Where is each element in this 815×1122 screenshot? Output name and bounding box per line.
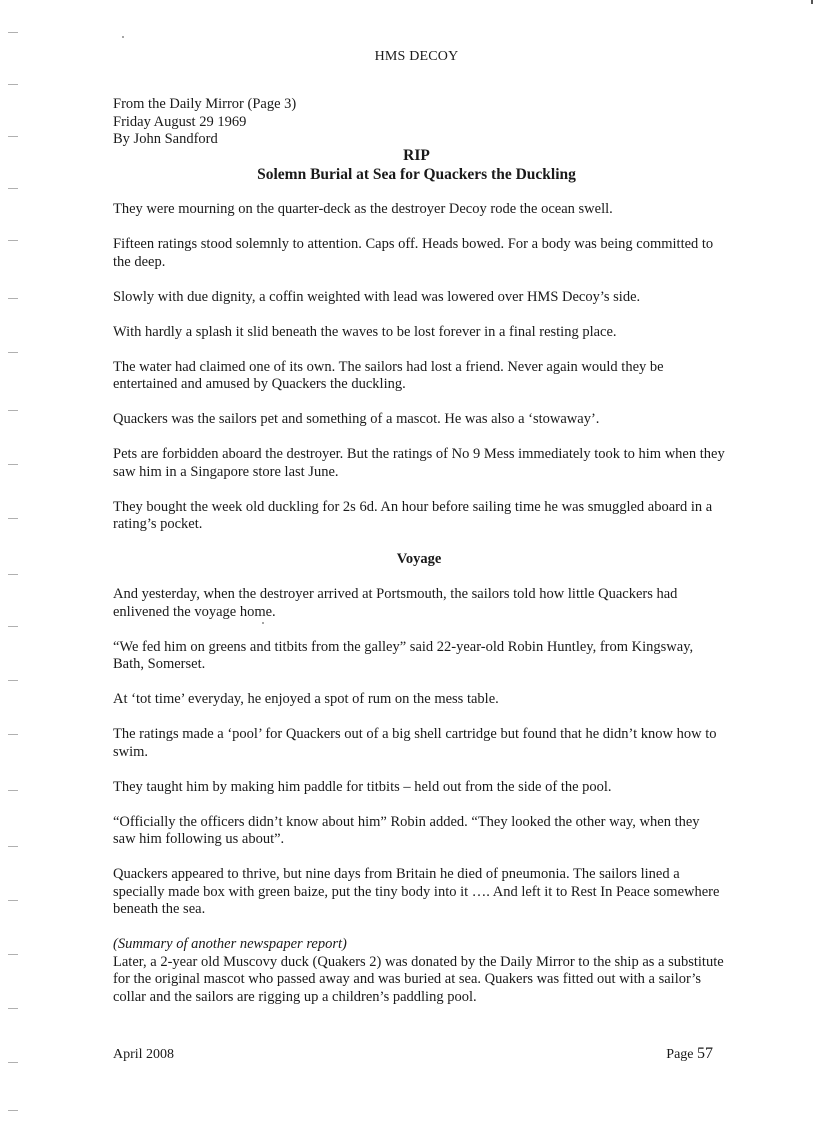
article-source	[113, 96, 296, 149]
section-heading: Voyage	[396, 551, 442, 567]
page-header: HMS DECOY	[374, 49, 459, 64]
paragraph: Fifteen ratings stood solemnly to attention. Caps off. Heads bowed. For a body was being committed to the deep.	[113, 236, 714, 270]
scan-corner-mark	[811, 0, 813, 4]
paragraph: The ratings made a ‘pool’ for Quackers out of a big shell cartridge but found that he didn’t know how to swim.	[113, 726, 717, 760]
paragraph: With hardly a splash it slid beneath the waves to be lost forever in a final resting place.	[113, 323, 617, 340]
page-label: Page	[666, 1047, 694, 1062]
footer-date: April 2008	[113, 1047, 175, 1062]
paragraph: “We fed him on greens and titbits from the galley” said 22-year-old Robin Huntley, from Kingsway, Bath, Somerset.	[113, 638, 694, 672]
paragraph: “Officially the officers didn’t know about him” Robin added. “They looked the other way, when they saw him following us about”.	[113, 813, 700, 847]
paragraph: They bought the week old duckling for 2s 6d. An hour before sailing time he was smuggled aboard in a rating’s pocket.	[113, 498, 713, 532]
article-title: RIP	[403, 147, 430, 164]
paragraph: They taught him by making him paddle for titbits – held out from the side of the pool.	[113, 778, 612, 795]
summary-paragraph: Later, a 2-year old Muscovy duck (Quakers 2) was donated by the Daily Mirror to the ship as a substitute for the original mascot who passed away and was buried at sea. Quakers was fitted out with a sailor’s collar and the sailors are rigging up a children’s paddling pool.	[113, 953, 724, 1005]
source-author: By John Sandford	[113, 131, 218, 147]
paragraph: They were mourning on the quarter-deck as the destroyer Decoy rode the ocean swell.	[113, 201, 613, 217]
article-subtitle: Solemn Burial at Sea for Quackers the Duckling	[257, 165, 576, 183]
source-date: Friday August 29 1969	[113, 113, 247, 130]
page-number: 57	[697, 1045, 713, 1062]
paragraph: Pets are forbidden aboard the destroyer. But the ratings of No 9 Mess immediately took to him when they saw him in a Singapore store last June.	[113, 446, 725, 480]
scan-speck	[122, 36, 124, 38]
paragraph: And yesterday, when the destroyer arrived at Portsmouth, the sailors told how little Quackers had enlivened the voyage home.	[113, 586, 678, 620]
source-publication: From the Daily Mirror (Page 3)	[113, 96, 297, 112]
paragraph: Quackers was the sailors pet and something of a mascot. He was also a ‘stowaway’.	[113, 411, 600, 427]
paragraph: The water had claimed one of its own. The sailors had lost a friend. Never again would they be entertained and amused by Quackers the duckling.	[113, 358, 664, 392]
paragraph: Quackers appeared to thrive, but nine days from Britain he died of pneumonia. The sailors lined a specially made box with green baize, put the tiny body into it …. And left it to Rest In Peace somewhere beneath the sea.	[113, 866, 720, 917]
footer-page-number	[666, 1045, 713, 1063]
article-titles	[0, 147, 815, 184]
article-body	[113, 201, 725, 1006]
summary-label: (Summary of another newspaper report)	[113, 936, 347, 952]
paragraph: At ‘tot time’ everyday, he enjoyed a spot of rum on the mess table.	[113, 691, 499, 707]
paragraph: Slowly with due dignity, a coffin weighted with lead was lowered over HMS Decoy’s side.	[113, 288, 641, 305]
